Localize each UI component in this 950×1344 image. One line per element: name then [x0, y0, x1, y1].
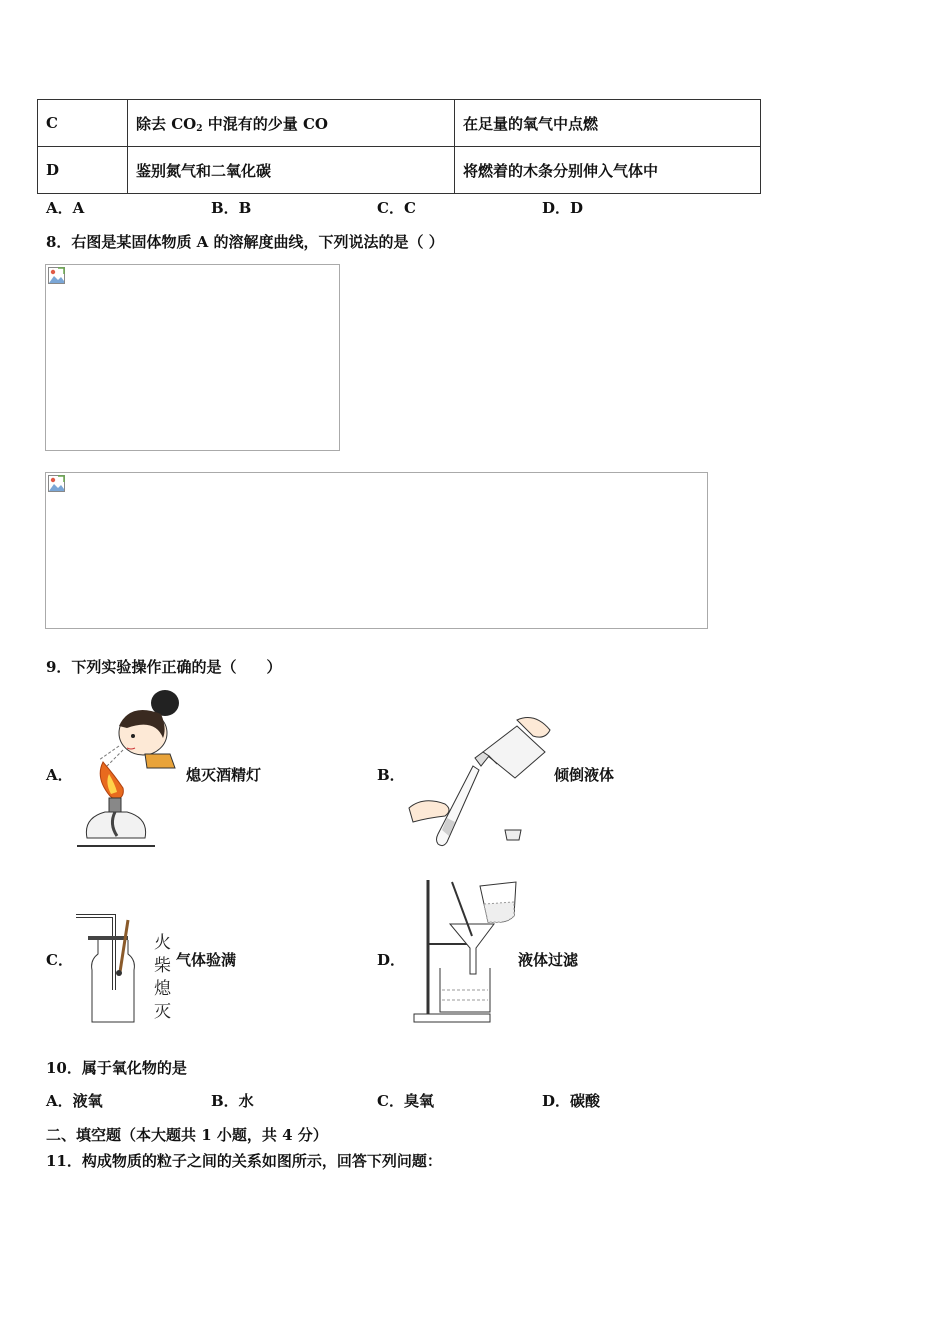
pouring-liquid-illustration	[405, 712, 553, 852]
q7-choice-d: D．D	[542, 199, 584, 217]
q7-choice-c: C．C	[377, 199, 416, 217]
q9-option-b-caption: 倾倒液体	[554, 766, 615, 784]
q8-question: 8．右图是某固体物质 A 的溶解度曲线，下列说法的是（ ）	[46, 233, 444, 251]
solubility-curve-image-placeholder	[45, 264, 340, 451]
gas-full-test-illustration	[74, 910, 142, 1028]
q9-option-c-letter: C．	[46, 951, 73, 969]
q11-question: 11．构成物质的粒子之间的关系如图所示，回答下列问题：	[46, 1152, 442, 1170]
broken-image-icon	[48, 267, 65, 284]
q9-option-a-caption: 熄灭酒精灯	[186, 766, 262, 784]
row-label: D	[38, 147, 128, 194]
q9-option-b-letter: B．	[377, 766, 405, 784]
q10-choice-a: A．液氧	[46, 1092, 103, 1110]
blowing-out-lamp-illustration	[75, 688, 185, 853]
row-label: C	[38, 100, 128, 147]
options-table	[37, 99, 761, 194]
broken-image-icon	[48, 475, 65, 492]
q10-choice-d: D．碳酸	[542, 1092, 601, 1110]
row-purpose: 除去 $CO_2$ 中混有的少量 CO	[128, 100, 455, 147]
row-method: 在足量的氧气中点燃	[455, 100, 761, 147]
table-row	[38, 100, 761, 147]
filtration-illustration	[410, 878, 522, 1026]
q9-option-c-caption: 气体验满	[176, 951, 237, 969]
q10-choice-c: C．臭氧	[377, 1092, 434, 1110]
q9-question: 9．下列实验操作正确的是（ ）	[46, 658, 282, 676]
match-extinguished-label: 火 柴 熄 灭	[154, 933, 171, 1022]
row-method: 将燃着的木条分别伸入气体中	[455, 147, 761, 194]
q7-choice-a: A．A	[46, 199, 85, 217]
q8-options-image-placeholder	[45, 472, 708, 629]
section-heading: 二、填空题（本大题共 1 小题，共 4 分）	[46, 1126, 328, 1144]
q10-question: 10．属于氧化物的是	[46, 1059, 187, 1077]
q7-choice-b: B．B	[211, 199, 252, 217]
q9-option-a-letter: A．	[46, 766, 73, 784]
table-row	[38, 147, 761, 194]
q9-option-d-letter: D．	[377, 951, 406, 969]
q9-option-d-caption: 液体过滤	[518, 951, 579, 969]
q10-choice-b: B．水	[211, 1092, 254, 1110]
row-purpose: 鉴别氮气和二氧化碳	[128, 147, 455, 194]
